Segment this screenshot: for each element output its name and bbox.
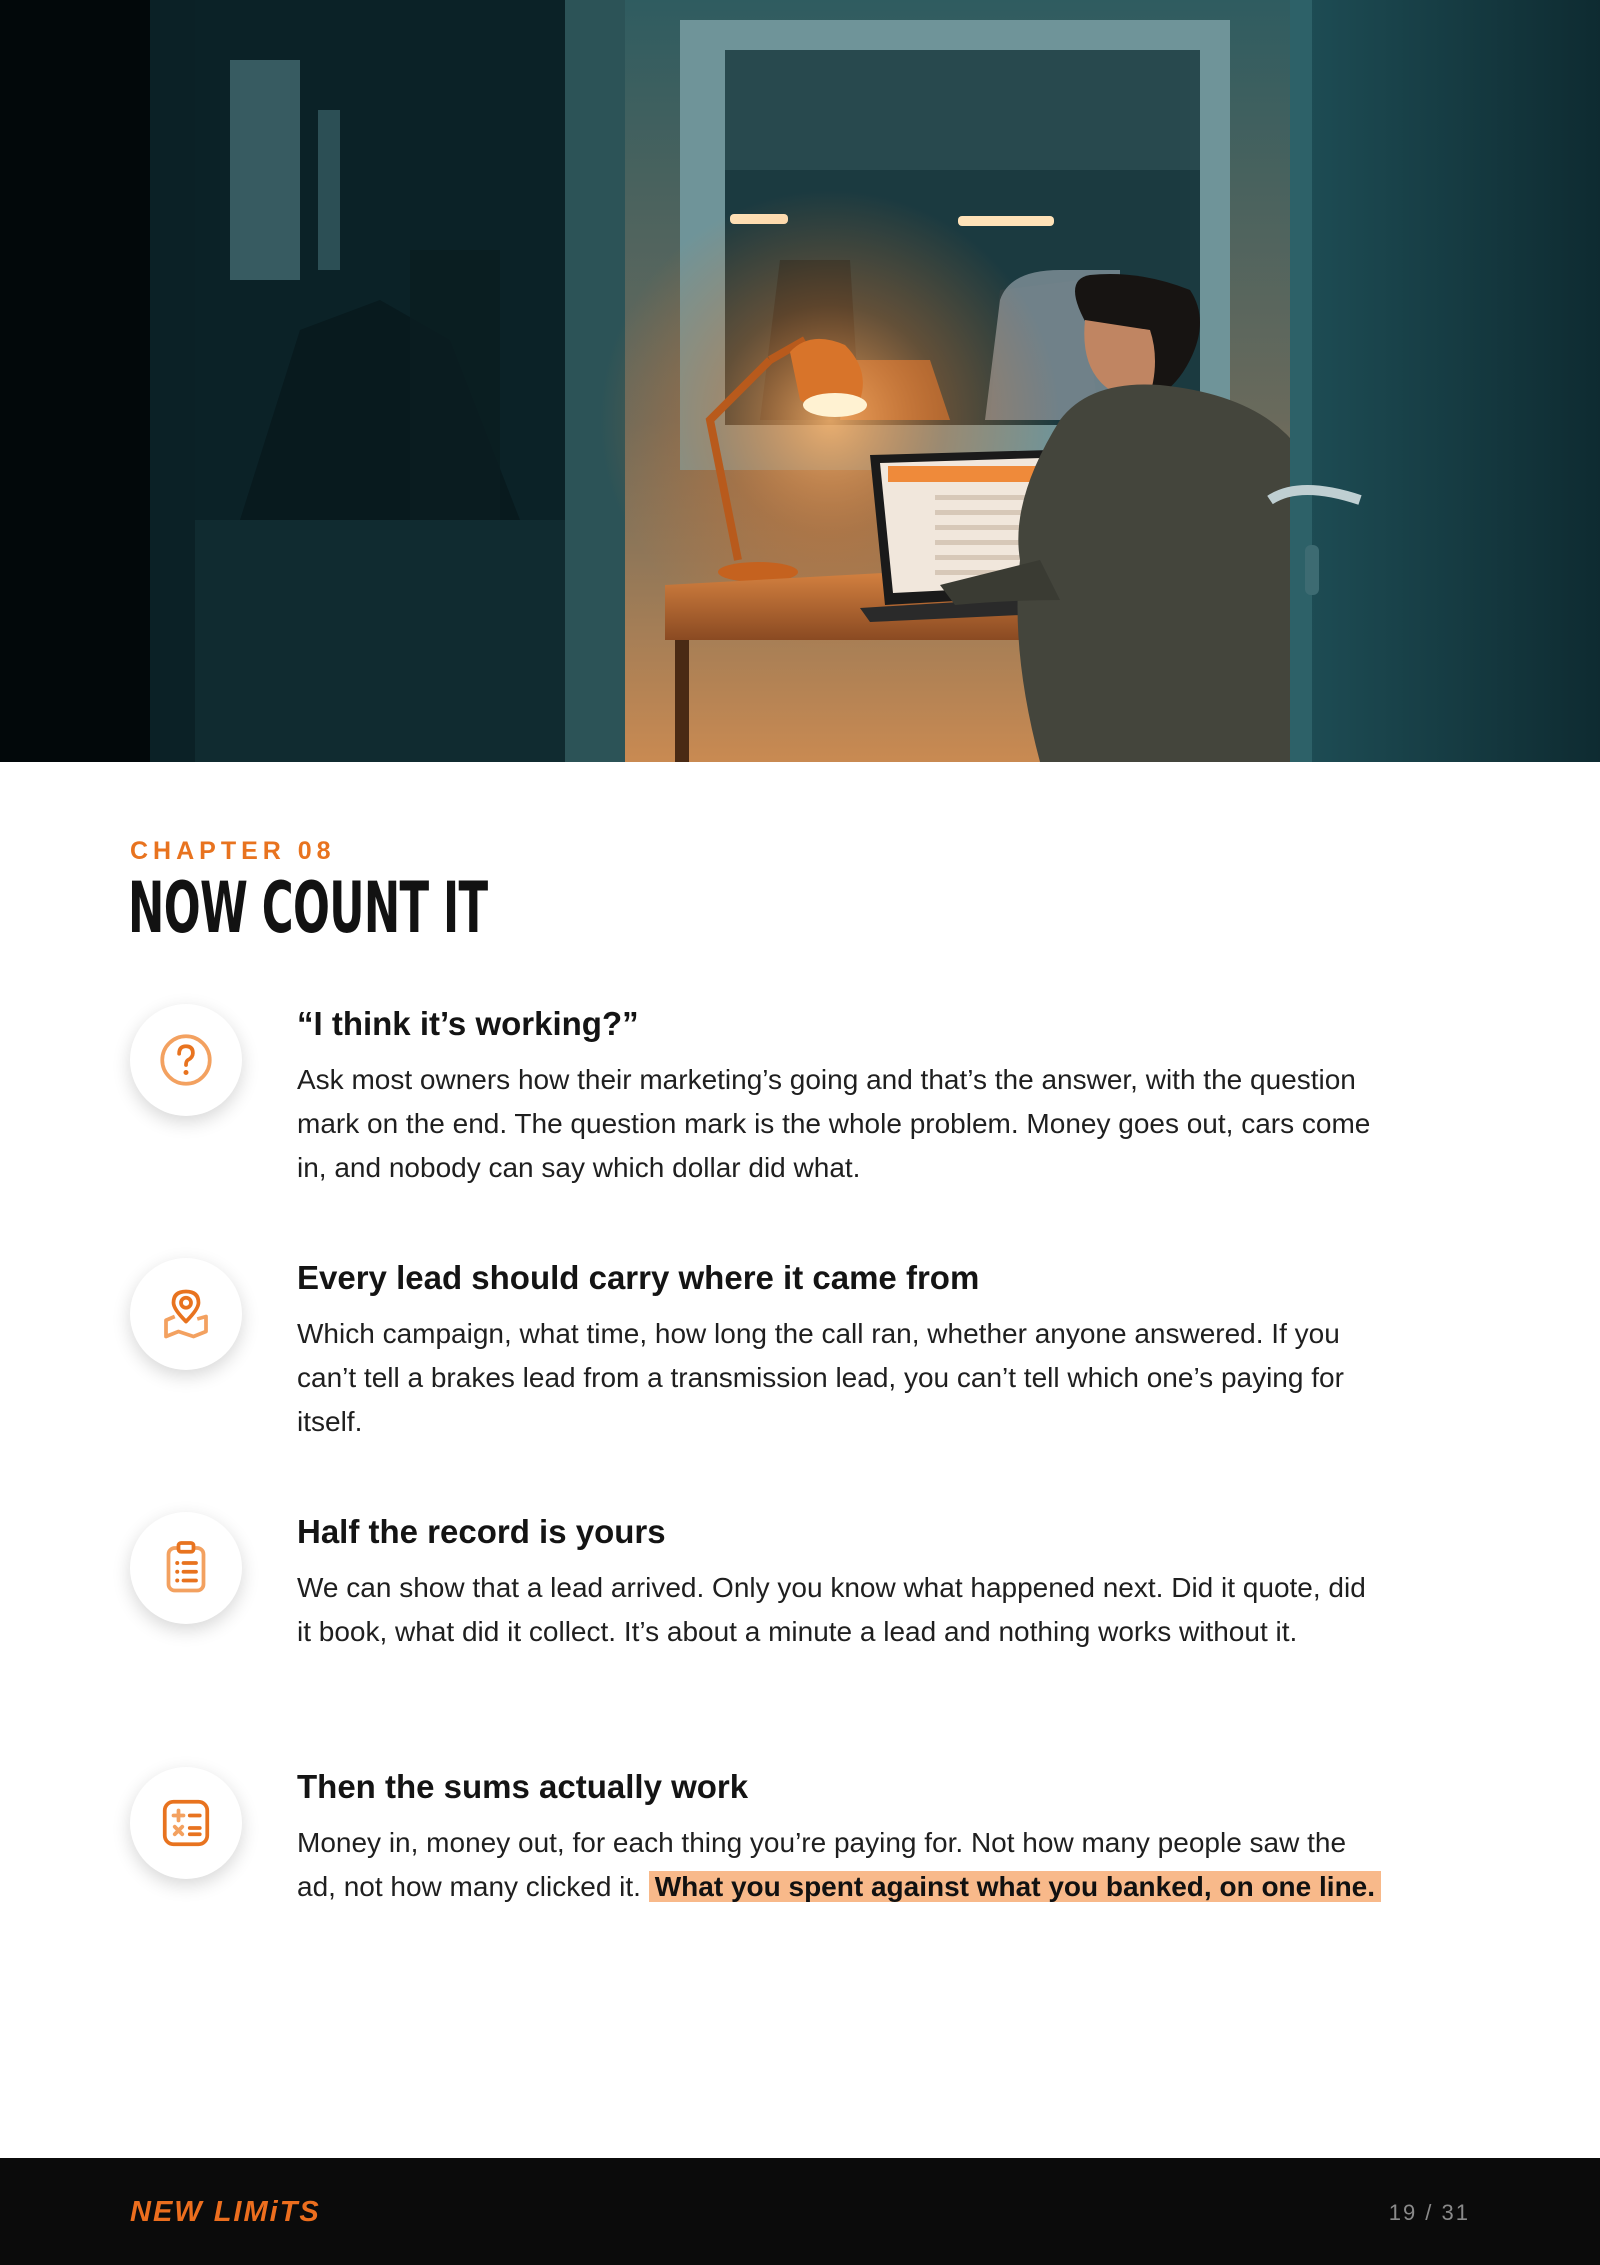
icon-circle: [130, 1004, 242, 1116]
question-mark-icon: [156, 1030, 216, 1090]
item-body: Ask most owners how their marketing’s going and that’s the answer, with the question mark on the end. The question mark is the whole problem. Money goes out, cars come in, and nobody can say which dollar did what.: [297, 1063, 1371, 1183]
item-body: Which campaign, what time, how long the call ran, whether anyone answered. If you can’t tell a brakes lead from a transmission lead, you can’t tell which one’s paying for itself.: [297, 1317, 1344, 1437]
item-heading: “I think it’s working?”: [297, 1005, 639, 1042]
footer: [0, 2158, 1600, 2265]
map-pin-icon: [156, 1284, 216, 1344]
item-heading: Half the record is yours: [297, 1513, 666, 1550]
highlighted-text: What you spent against what you banked, on one line.: [649, 1871, 1381, 1902]
item-heading: Every lead should carry where it came from: [297, 1259, 980, 1296]
icon-circle: [130, 1767, 242, 1879]
icon-circle: [130, 1512, 242, 1624]
chapter-label: CHAPTER 08: [130, 837, 336, 865]
calculator-icon: [156, 1793, 216, 1853]
item-body: We can show that a lead arrived. Only you know what happened next. Did it quote, did it book, what did it collect. It’s about a minute a lead and nothing works without it.: [297, 1571, 1366, 1647]
clipboard-list-icon: [156, 1538, 216, 1598]
hero-photo: [0, 0, 1600, 762]
icon-circle: [130, 1258, 242, 1370]
item-body: [297, 1821, 1387, 1909]
chapter-title: NOW COUNT IT: [128, 867, 488, 949]
page-number: 19 / 31: [1388, 2200, 1470, 2225]
item-heading: Then the sums actually work: [297, 1768, 749, 1805]
item-body-text: Money in, money out, for each thing you’re paying for. Not how many people saw the ad, not how many clicked it.: [297, 1826, 1347, 1902]
brand-logo: NEW LIMiTS: [130, 2196, 321, 2228]
